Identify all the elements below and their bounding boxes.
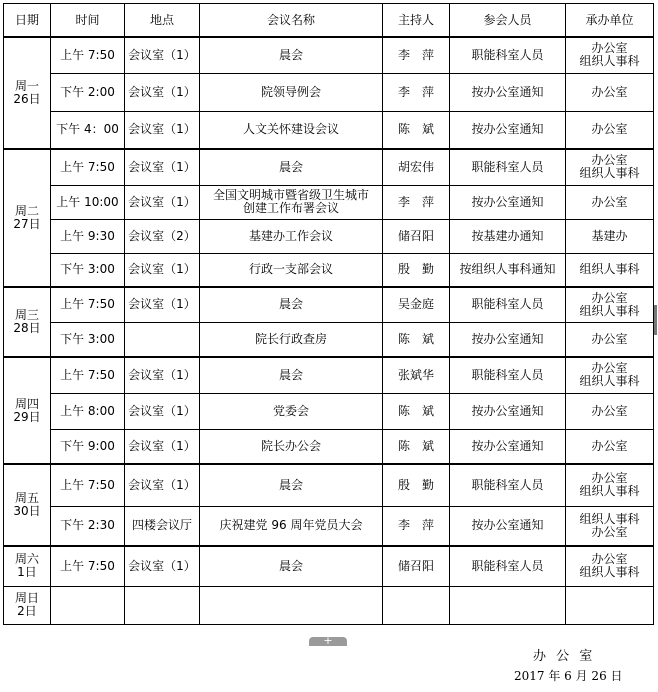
attendees-cell: 职能科室人员 (450, 287, 566, 322)
plus-icon: + (323, 634, 333, 647)
host-cell: 李 萍 (383, 37, 450, 73)
organizer-cell: 办公室 (566, 111, 654, 149)
meeting-name-cell (200, 586, 383, 624)
time-cell (51, 586, 125, 624)
organizer-cell: 组织人事科 办公室 (566, 506, 654, 546)
host-cell: 殷 勤 (383, 253, 450, 287)
time-cell: 下午 2:00 (51, 73, 125, 111)
place-cell: 会议室（1） (125, 149, 200, 185)
meeting-name-cell: 晨会 (200, 149, 383, 185)
time-cell: 上午 7:50 (51, 357, 125, 393)
place-cell: 四楼会议厅 (125, 506, 200, 546)
time-cell: 下午 9:00 (51, 429, 125, 464)
day-cell: 周一 26日 (4, 37, 51, 149)
time-cell: 上午 7:50 (51, 37, 125, 73)
table-row (4, 429, 654, 464)
host-cell: 胡宏伟 (383, 149, 450, 185)
table-row (4, 37, 654, 73)
table-row (4, 464, 654, 506)
header-organizer: 承办单位 (566, 4, 654, 38)
day-cell: 周日 2日 (4, 586, 51, 624)
attendees-cell: 按办公室通知 (450, 429, 566, 464)
table-row (4, 185, 654, 219)
organizer-cell: 办公室 组织人事科 (566, 357, 654, 393)
meeting-name-cell: 院领导例会 (200, 73, 383, 111)
host-cell: 殷 勤 (383, 464, 450, 506)
place-cell: 会议室（1） (125, 393, 200, 429)
table-row (4, 287, 654, 322)
header-meeting-name: 会议名称 (200, 4, 383, 38)
day-cell: 周五 30日 (4, 464, 51, 546)
table-row (4, 73, 654, 111)
time-cell: 上午 7:50 (51, 546, 125, 586)
host-cell: 张斌华 (383, 357, 450, 393)
place-cell (125, 322, 200, 357)
attendees-cell: 按办公室通知 (450, 185, 566, 219)
meeting-name-cell: 基建办工作会议 (200, 219, 383, 253)
header-row (4, 4, 654, 38)
meeting-name-cell: 晨会 (200, 287, 383, 322)
host-cell: 陈 斌 (383, 111, 450, 149)
attendees-cell: 按办公室通知 (450, 506, 566, 546)
table-row (4, 357, 654, 393)
table-row (4, 322, 654, 357)
attendees-cell: 职能科室人员 (450, 546, 566, 586)
attendees-cell: 按办公室通知 (450, 322, 566, 357)
meeting-name-cell: 晨会 (200, 546, 383, 586)
time-cell: 上午 7:50 (51, 287, 125, 322)
meeting-name-cell: 晨会 (200, 464, 383, 506)
header-place: 地点 (125, 4, 200, 38)
header-time: 时间 (51, 4, 125, 38)
header-date: 日期 (4, 4, 51, 38)
time-cell: 上午 9:30 (51, 219, 125, 253)
place-cell: 会议室（1） (125, 287, 200, 322)
attendees-cell: 按办公室通知 (450, 393, 566, 429)
place-cell: 会议室（1） (125, 546, 200, 586)
time-cell: 上午 7:50 (51, 149, 125, 185)
host-cell: 陈 斌 (383, 322, 450, 357)
place-cell: 会议室（1） (125, 429, 200, 464)
meeting-name-cell: 人文关怀建设会议 (200, 111, 383, 149)
host-cell: 吴金庭 (383, 287, 450, 322)
organizer-cell: 办公室 (566, 73, 654, 111)
day-cell: 周三 28日 (4, 287, 51, 357)
table-row (4, 586, 654, 624)
organizer-cell: 办公室 组织人事科 (566, 37, 654, 73)
organizer-cell: 办公室 组织人事科 (566, 546, 654, 586)
place-cell: 会议室（1） (125, 357, 200, 393)
place-cell: 会议室（1） (125, 111, 200, 149)
organizer-cell: 办公室 组织人事科 (566, 464, 654, 506)
organizer-cell: 组织人事科 (566, 253, 654, 287)
organizer-cell: 办公室 (566, 429, 654, 464)
organizer-cell: 办公室 (566, 393, 654, 429)
time-cell: 下午 3:00 (51, 322, 125, 357)
host-cell: 李 萍 (383, 185, 450, 219)
attendees-cell: 职能科室人员 (450, 357, 566, 393)
time-cell: 上午 7:50 (51, 464, 125, 506)
table-row (4, 111, 654, 149)
attendees-cell: 职能科室人员 (450, 37, 566, 73)
table-row (4, 219, 654, 253)
table-row (4, 149, 654, 185)
meeting-name-cell: 全国文明城市暨省级卫生城市 创建工作布署会议 (200, 185, 383, 219)
meeting-name-cell: 晨会 (200, 357, 383, 393)
host-cell: 李 萍 (383, 506, 450, 546)
host-cell: 陈 斌 (383, 429, 450, 464)
attendees-cell: 职能科室人员 (450, 464, 566, 506)
attendees-cell: 按组织人事科通知 (450, 253, 566, 287)
footer-date: 2017 年 6 月 26 日 (514, 669, 623, 683)
place-cell: 会议室（1） (125, 37, 200, 73)
table-row (4, 506, 654, 546)
day-cell: 周四 29日 (4, 357, 51, 464)
host-cell: 陈 斌 (383, 393, 450, 429)
place-cell (125, 586, 200, 624)
meeting-name-cell: 庆祝建党 96 周年党员大会 (200, 506, 383, 546)
meeting-name-cell: 行政一支部会议 (200, 253, 383, 287)
place-cell: 会议室（2） (125, 219, 200, 253)
attendees-cell: 按办公室通知 (450, 111, 566, 149)
table-row (4, 253, 654, 287)
organizer-cell (566, 586, 654, 624)
header-host: 主持人 (383, 4, 450, 38)
organizer-cell: 办公室 组织人事科 (566, 287, 654, 322)
day-cell: 周六 1日 (4, 546, 51, 586)
meeting-schedule-table (3, 3, 654, 625)
table-row (4, 393, 654, 429)
time-cell: 上午 8:00 (51, 393, 125, 429)
organizer-cell: 办公室 (566, 185, 654, 219)
time-cell: 下午 2:30 (51, 506, 125, 546)
time-cell: 上午 10:00 (51, 185, 125, 219)
attendees-cell: 按办公室通知 (450, 73, 566, 111)
organizer-cell: 办公室 组织人事科 (566, 149, 654, 185)
meeting-name-cell: 院长办公会 (200, 429, 383, 464)
place-cell: 会议室（1） (125, 253, 200, 287)
organizer-cell: 基建办 (566, 219, 654, 253)
meeting-name-cell: 党委会 (200, 393, 383, 429)
attendees-cell: 按基建办通知 (450, 219, 566, 253)
meeting-name-cell: 晨会 (200, 37, 383, 73)
organizer-cell: 办公室 (566, 322, 654, 357)
footer-organization: 办 公 室 (533, 649, 593, 664)
host-cell: 李 萍 (383, 73, 450, 111)
table-row (4, 546, 654, 586)
header-attendees: 参会人员 (450, 4, 566, 38)
meeting-name-cell: 院长行政查房 (200, 322, 383, 357)
host-cell (383, 586, 450, 624)
host-cell: 储召阳 (383, 219, 450, 253)
host-cell: 储召阳 (383, 546, 450, 586)
attendees-cell (450, 586, 566, 624)
time-cell: 下午 4：00 (51, 111, 125, 149)
schedule-sheet (3, 3, 654, 625)
place-cell: 会议室（1） (125, 185, 200, 219)
time-cell: 下午 3:00 (51, 253, 125, 287)
scrollbar-marker[interactable] (654, 305, 657, 335)
table-expand-handle[interactable] (309, 634, 347, 647)
place-cell: 会议室（1） (125, 73, 200, 111)
day-cell: 周二 27日 (4, 149, 51, 287)
attendees-cell: 职能科室人员 (450, 149, 566, 185)
place-cell: 会议室（1） (125, 464, 200, 506)
